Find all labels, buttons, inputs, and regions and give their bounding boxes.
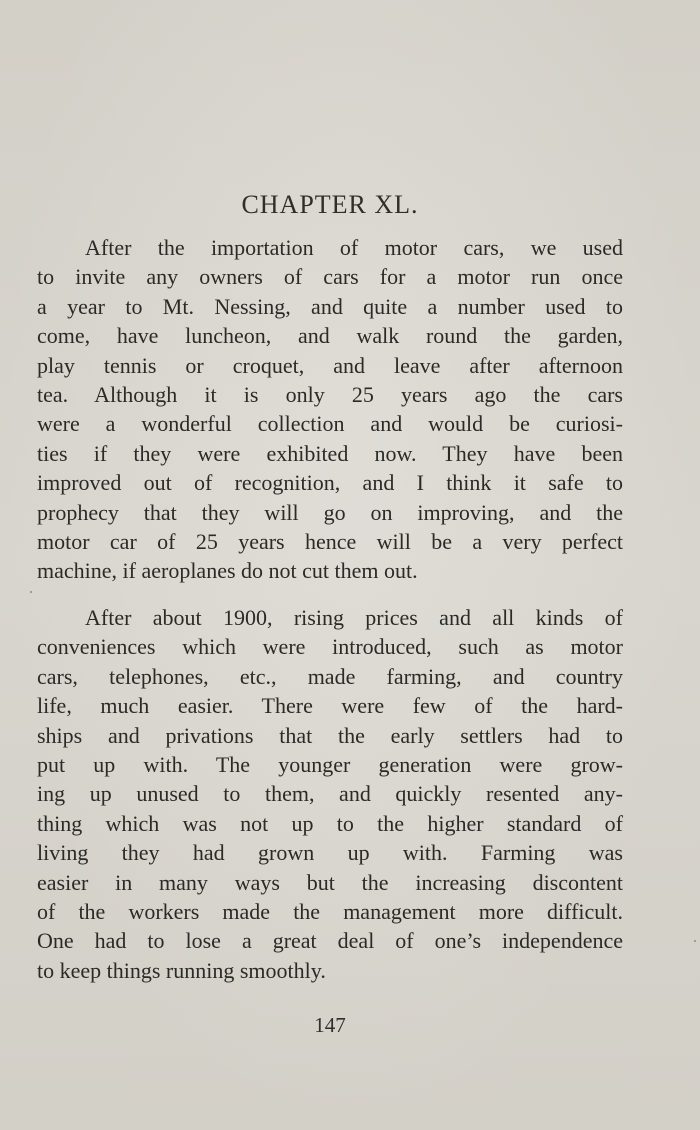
text-line: ships and privations that the early settlers had to [37, 722, 623, 748]
text-line: prophecy that they will go on improving, and the [37, 499, 623, 525]
text-line: One had to lose a great deal of one’s independence [37, 928, 623, 954]
paper-speck [30, 591, 32, 593]
text-line: cars, telephones, etc., made farming, and country [37, 663, 623, 689]
text-line: improved out of recognition, and I think it safe to [37, 470, 623, 496]
text-line: After about 1900, rising prices and all kinds of [85, 605, 623, 630]
text-line: motor car of 25 years hence will be a very perfect [37, 528, 623, 554]
text-line: to keep things running smoothly. [37, 957, 326, 983]
text-line: After the importation of motor cars, we used [85, 235, 623, 260]
text-line: conveniences which were introduced, such as motor [37, 634, 623, 660]
text-line: put up with. The younger generation were grow- [37, 751, 623, 777]
text-line: play tennis or croquet, and leave after afternoon [37, 352, 623, 378]
text-line: a year to Mt. Nessing, and quite a number used to [37, 293, 623, 319]
text-line: were a wonderful collection and would be curiosi- [37, 411, 623, 437]
paragraph-2 [37, 603, 623, 985]
text-line: of the workers made the management more difficult. [37, 898, 623, 924]
paragraph-1 [37, 233, 623, 586]
text-line: come, have luncheon, and walk round the garden, [37, 323, 623, 349]
page-number: 147 [314, 1013, 346, 1037]
text-line: easier in many ways but the increasing discontent [37, 869, 623, 895]
text-line: ing up unused to them, and quickly resented any- [37, 781, 623, 807]
text-line: ties if they were exhibited now. They have been [37, 440, 623, 466]
text-line: tea. Although it is only 25 years ago the cars [37, 381, 623, 407]
text-line: to invite any owners of cars for a motor run once [37, 264, 623, 290]
chapter-title: CHAPTER XL. [241, 190, 419, 219]
text-line: life, much easier. There were few of the hard- [37, 693, 623, 719]
text-line: thing which was not up to the higher standard of [37, 810, 623, 836]
text-line: machine, if aeroplanes do not cut them out. [37, 558, 418, 584]
paper-speck [694, 940, 696, 942]
text-line: living they had grown up with. Farming was [37, 840, 623, 866]
